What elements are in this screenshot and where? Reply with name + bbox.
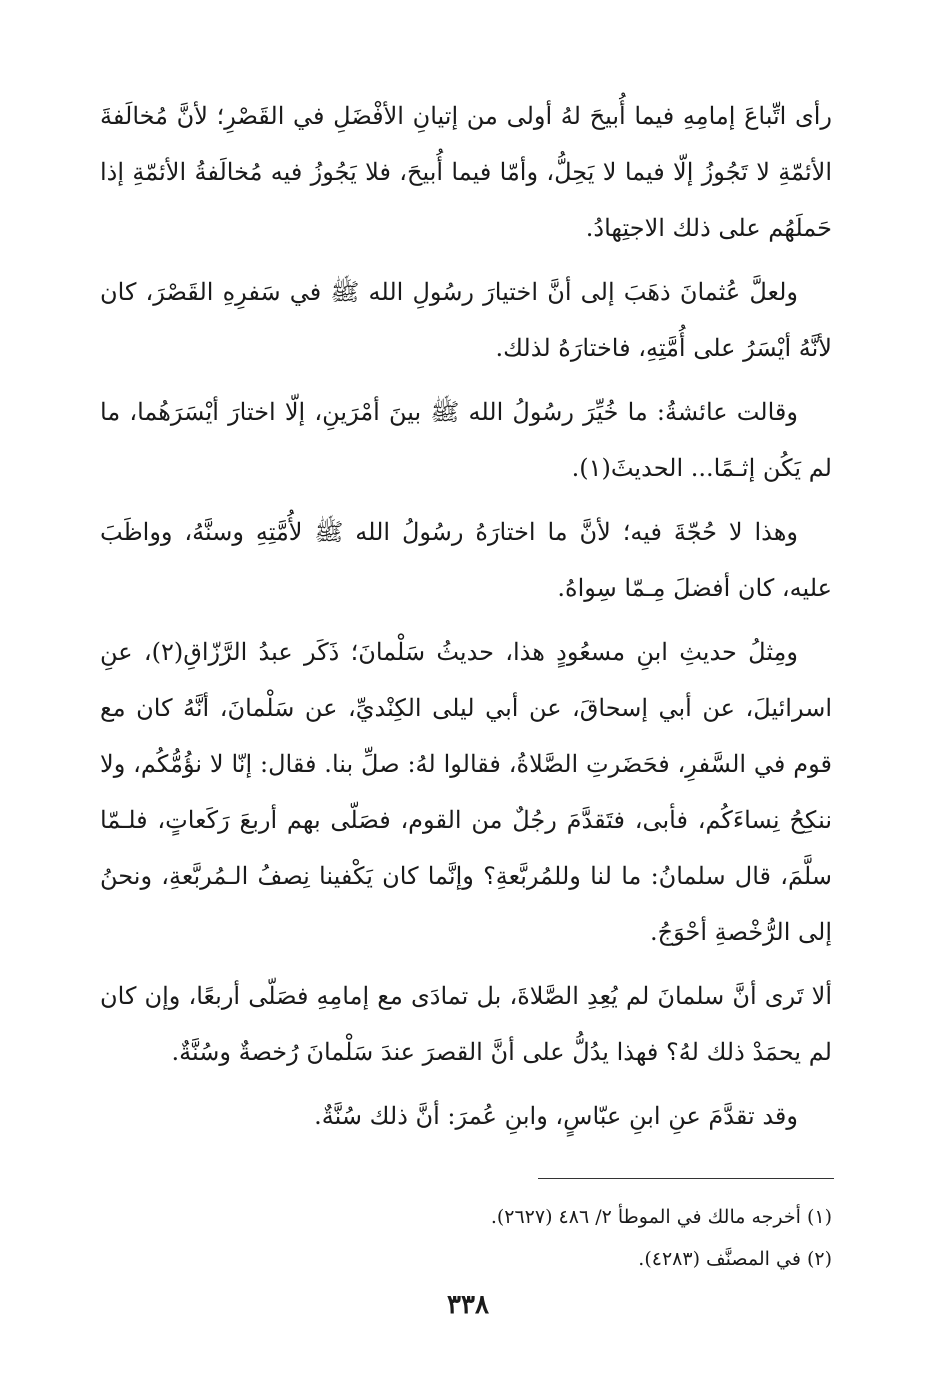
paragraph-7: وقد تقدَّمَ عنِ ابنِ عبّاسٍ، وابنِ عُمرَ: أنَّ ذلك سُنَّةٌ. — [314, 1102, 798, 1130]
paragraph-4: وهذا لا حُجّةَ فيه؛ لأنَّ ما اختارَهُ رسُولُ الله ﷺ لأُمَّتِهِ وسنَّهُ، وواظَبَ عليه، كان أفضلَ مِـمّا سِواهُ. — [100, 518, 832, 602]
paragraph-1: رأى اتِّباعَ إمامِهِ فيما أُبيحَ لهُ أولى من إتيانِ الأفْضَلِ في القَصْرِ؛ لأنَّ مُخالَفةَ الأئمّةِ لا تَجُوزُ إلّا فيما لا يَحِلُّ، وأمّا فيما أُبيحَ، فلا يَجُوزُ فيه مُخالَفةُ الأئمّةِ إذا حَملَهُم على ذلك الاجتِهادُ. — [100, 102, 833, 242]
footnote-1: (١) أخرجه مالك في الموطأ ٢/ ٤٨٦ (٢٦٢٧). — [490, 1206, 832, 1228]
paragraph-6: ألا تَرى أنَّ سلمانَ لم يُعِدِ الصَّلاةَ، بل تمادَى مع إمامِهِ فصَلّى أربعًا، وإن كان لم يحمَدْ ذلك لهُ؟ فهذا يدُلُّ على أنَّ القصرَ عندَ سَلْمانَ رُخصةٌ وسُنَّةٌ. — [100, 982, 832, 1066]
page-number: ٣٣٨ — [447, 1290, 489, 1320]
paragraph-2: ولعلَّ عُثمانَ ذهَبَ إلى أنَّ اختيارَ رسُولِ الله ﷺ في سَفرِهِ القَصْرَ، كان لأنَّهُ أيْسَرُ على أُمَّتِهِ، فاختارَهُ لذلك. — [100, 278, 832, 362]
footnote-divider — [538, 1178, 834, 1179]
paragraph-5: ومِثلُ حديثِ ابنِ مسعُودٍ هذا، حديثُ سَلْمانَ؛ ذَكَر عبدُ الرَّزّاقِ(٢)، عنِ اسرائيلَ، عن أبي إسحاقَ، عن أبي ليلى الكِنْديِّ، عن سَلْمانَ، أنَّهُ كان مع قوم في السَّفرِ، فحَضَرتِ الصَّلاةُ، فقالوا لهُ: صلِّ بنا. فقال: إنّا لا نؤُمُّكُم، ولا ننكِحُ نِساءَكُم، فأبى، فتَقدَّمَ رجُلٌ من القوم، فصَلّى بهم أربعَ رَكَعاتٍ، فلـمّا سلَّمَ، قال سلمانُ: ما لنا وللمُربَّعةِ؟ وإنَّما كان يَكْفينا نِصفُ الـمُربَّعةِ، ونحنُ إلى الرُّخْصةِ أحْوَجُ. — [100, 638, 832, 946]
page-body — [100, 88, 832, 1152]
footnotes — [100, 1196, 832, 1280]
paragraph-3: وقالت عائشةُ: ما خُيِّرَ رسُولُ الله ﷺ بينَ أمْرَينِ، إلّا اختارَ أيْسَرَهُما، ما لم يَكُن إثـمًا... الحديثَ(١). — [100, 398, 832, 482]
footnote-2: (٢) في المصنَّف (٤٢٨٣). — [638, 1248, 832, 1270]
